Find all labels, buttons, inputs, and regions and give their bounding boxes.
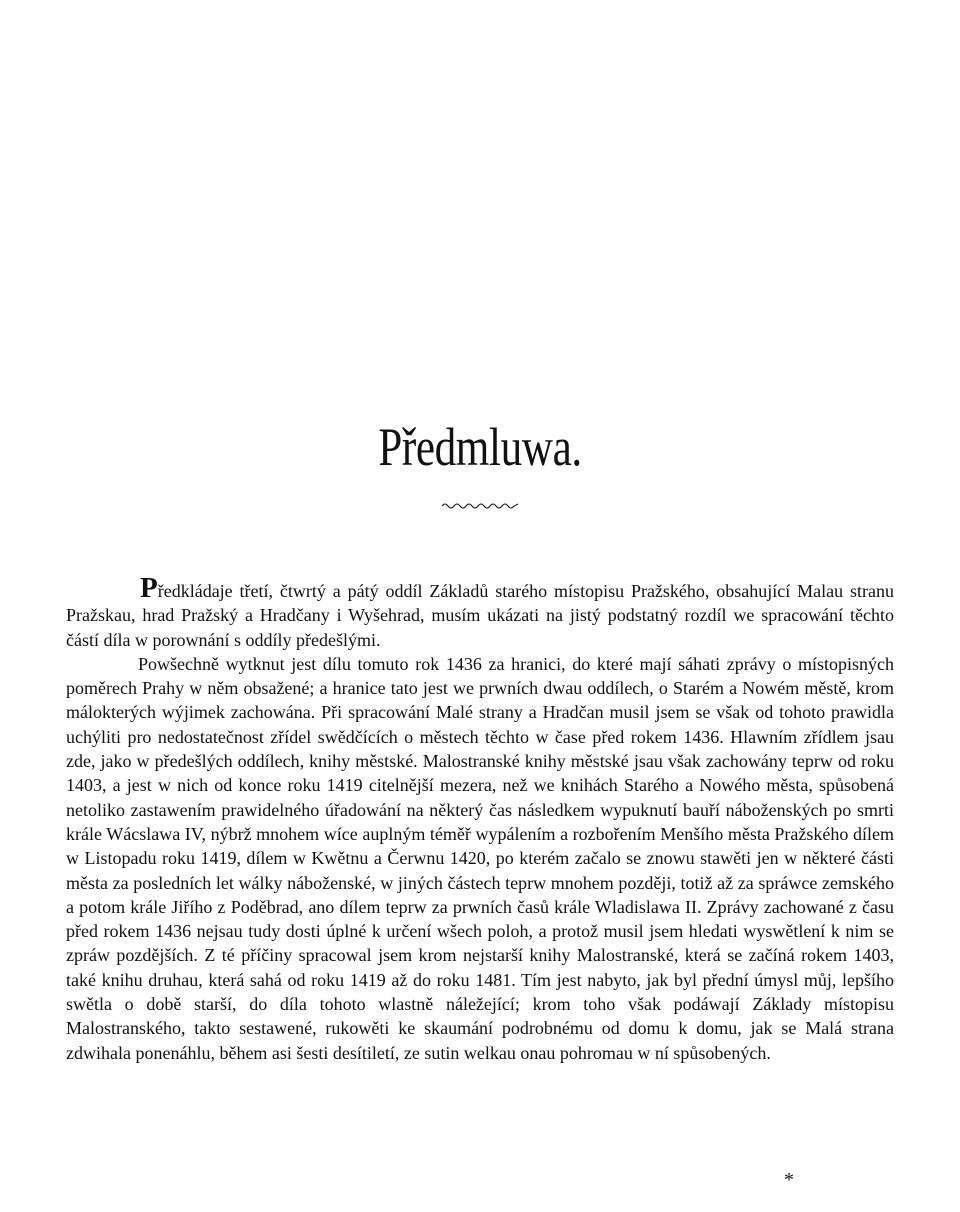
initial-letter: P bbox=[140, 572, 158, 604]
preface-body bbox=[66, 572, 894, 1065]
signature-asterisk: * bbox=[784, 1169, 794, 1191]
paragraph-first bbox=[66, 572, 894, 652]
ornamental-divider bbox=[440, 498, 520, 514]
paragraph-second: Powšechně wytknut jest dílu tomuto rok 1436 za hranici, do které mají sáhati zprávy o místopisných poměrech Prahy w něm obsažené; a hranice tato jest we prwních dwau oddílech, o Starém a Nowém městě, krom málokterých wýjimek zachowána. Při spracowání Malé strany a Hradčan musil jsem se však od tohoto prawidla uchýliti pro nedostatečnost zřídel swědčících o městech těchto w čase před rokem 1436. Hlawním zřídlem jsau zde, jako w předešlých oddílech, knihy městské. Malostranské knihy městské jsau však zachowány teprw od roku 1403, a jest w nich od konce roku 1419 citelnější mezera, než we knihách Starého a Nowého města, spůsobená netoliko zastawením prawidelného úřadowání na některý čas následkem wypuknutí bauří náboženských po smrti krále Wácslawa IV, nýbrž mnohem wíce auplným téměř wypálením a rozbořením Menšího města Pražského dílem w Listopadu roku 1419, dílem w Kwětnu a Čerwnu 1420, po kterém začalo se znowu stawěti jen w některé části města za posledních let wálky náboženské, w jiných částech teprw mnohem později, totiž až za spráwce zemského a potom krále Jiřího z Poděbrad, ano dílem teprw za prwních časů krále Wladislawa II. Zprávy zachowané z času před rokem 1436 nejsau tudy dosti úplné k určení wšech poloh, a protož musil jsem hledati wyswětlení k nim se zpráw pozdějších. Z té příčiny spracowal jsem krom nejstarší knihy Malostranské, která se začíná rokem 1403, také knihu druhau, která sahá od roku 1419 až do roku 1481. Tím jest nabyto, jak byl přední úmysl můj, lepšího swětla o době starší, do díla tohoto wlastně náležející; krom toho však podáwají Základy místopisu Malostranského, takto sestawené, rukowěti ke skaumání podrobnému od domu k domu, jak se Malá strana zdwihala ponenáhlu, během asi šesti desítiletí, ze sutin welkau onau pohromau w ní spůsobených. bbox=[66, 653, 894, 1063]
page-title: Předmluwa. bbox=[378, 417, 582, 477]
paragraph-first-text: ředkládaje třetí, čtwrtý a pátý oddíl Základů starého místopisu Pražského, obsahující Malau stranu Pražskau, hrad Pražský a Hradčany i Wyšehrad, musím ukázati na jistý podstatný rozdíl we spracowání těchto částí díla w porownání s oddíly předešlými. bbox=[66, 581, 894, 650]
